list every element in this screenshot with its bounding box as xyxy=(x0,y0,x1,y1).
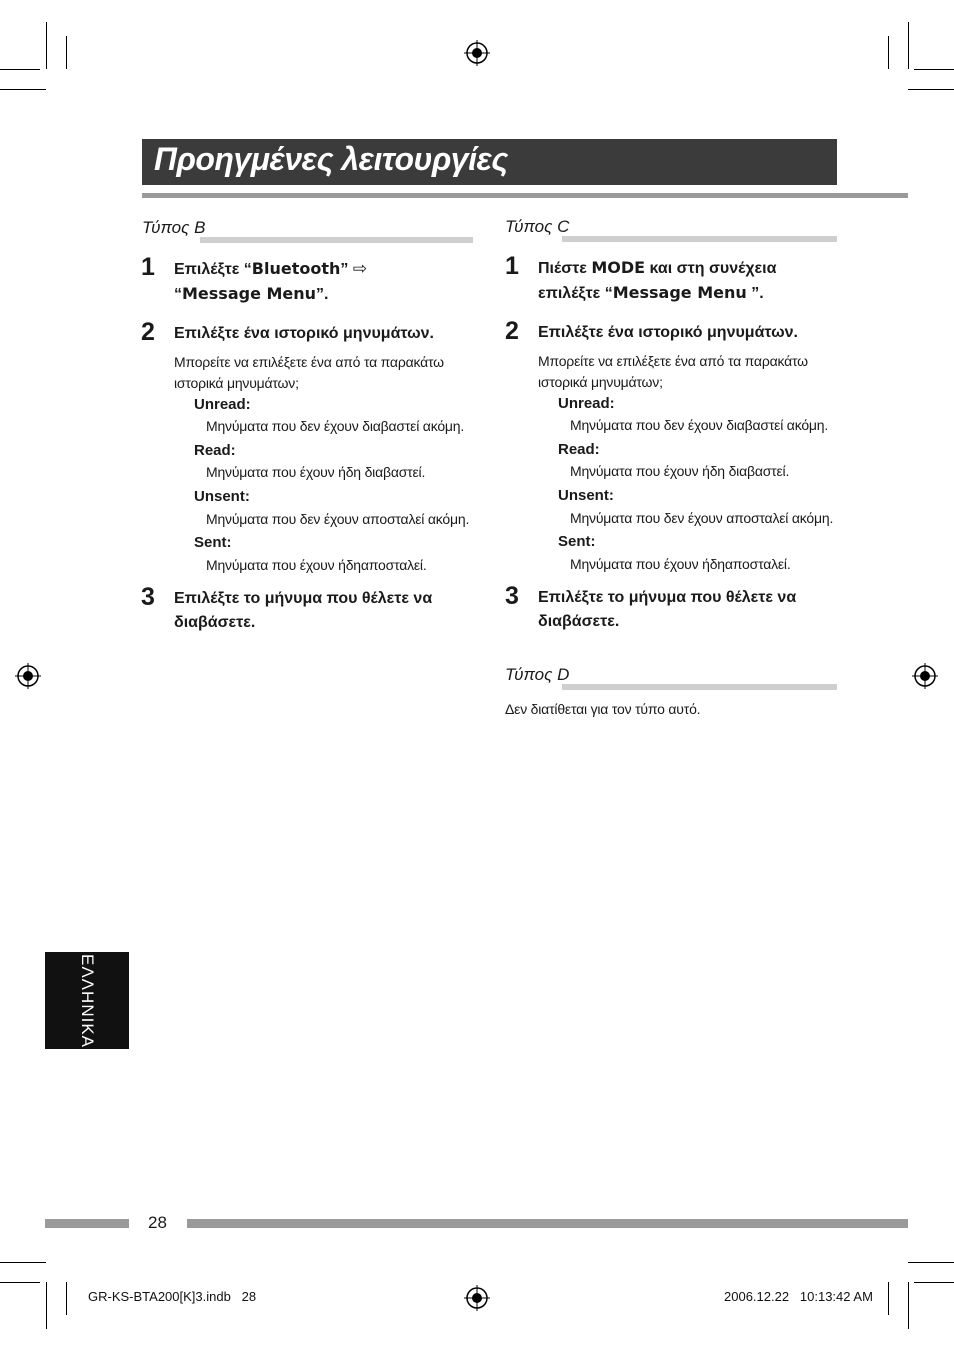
language-tab xyxy=(45,952,129,1049)
keyword-message-menu: Message Menu xyxy=(182,284,317,303)
desc-unsent: Μηνύματα που δεν έχουν αποσταλεί ακόμη. xyxy=(206,511,470,527)
section-heading: Τύπος C xyxy=(505,217,570,236)
arrow-right-icon: ⇨ xyxy=(352,259,368,278)
page-title-bar xyxy=(142,139,837,185)
type-d-text: Δεν διατίθεται για τον τύπο αυτό. xyxy=(505,701,701,717)
registration-mark-icon xyxy=(464,40,490,66)
step-number: 2 xyxy=(141,318,155,346)
desc-unsent: Μηνύματα που δεν έχουν αποσταλεί ακόμη. xyxy=(570,510,834,526)
footer-bar xyxy=(187,1219,908,1228)
step-2-text: Επιλέξτε ένα ιστορικό μηνυμάτων. xyxy=(174,325,434,342)
print-date-info: 2006.12.22 10:13:42 AM xyxy=(724,1289,873,1304)
term-sent: Sent: xyxy=(558,533,596,550)
step-2-text: Επιλέξτε ένα ιστορικό μηνυμάτων. xyxy=(538,324,798,341)
step-number: 3 xyxy=(505,582,519,610)
print-file-info: GR-KS-BTA200[K]3.indb 28 xyxy=(88,1289,257,1304)
desc-sent: Μηνύματα που έχουν ήδηαποσταλεί. xyxy=(206,557,427,573)
keyword-bluetooth: Bluetooth xyxy=(251,259,341,278)
registration-mark-icon xyxy=(912,663,938,689)
desc-unread: Μηνύματα που δεν έχουν διαβαστεί ακόμη. xyxy=(570,417,829,433)
term-read: Read: xyxy=(194,442,236,459)
desc-unread: Μηνύματα που δεν έχουν διαβαστεί ακόμη. xyxy=(206,418,465,434)
desc-read: Μηνύματα που έχουν ήδη διαβαστεί. xyxy=(206,464,426,480)
section-rule xyxy=(200,237,473,243)
term-unsent: Unsent: xyxy=(194,488,250,505)
term-sent: Sent: xyxy=(194,534,232,551)
keyword-message-menu: Message Menu xyxy=(612,283,747,302)
desc-sent: Μηνύματα που έχουν ήδηαποσταλεί. xyxy=(570,556,791,572)
section-heading: Τύπος D xyxy=(505,665,570,684)
term-unread: Unread: xyxy=(558,395,615,412)
step-1-text: Πιέστε MODE και στη συνέχεια επιλέξτε “Message Menu ”. xyxy=(538,258,777,302)
section-rule xyxy=(562,684,837,690)
section-heading: Τύπος B xyxy=(142,218,206,237)
term-unsent: Unsent: xyxy=(558,487,614,504)
term-read: Read: xyxy=(558,441,600,458)
term-unread: Unread: xyxy=(194,396,251,413)
step-1-text: Επιλέξτε “Bluetooth” ⇨ “Message Menu”. xyxy=(174,259,368,303)
keyword-mode: MODE xyxy=(591,258,646,277)
section-rule xyxy=(562,236,837,242)
title-rule xyxy=(142,193,908,198)
step-3-text: Επιλέξτε το μήνυμα που θέλετε να διαβάσετε. xyxy=(174,590,433,631)
intro-text: Μπορείτε να επιλέξετε ένα από τα παρακάτω ιστορικά μηνυμάτων; xyxy=(538,353,808,390)
step-number: 2 xyxy=(505,317,519,345)
step-3-text: Επιλέξτε το μήνυμα που θέλετε να διαβάσετε. xyxy=(538,589,797,630)
step-number: 1 xyxy=(505,252,519,280)
page-number: 28 xyxy=(148,1213,167,1232)
registration-mark-icon xyxy=(15,663,41,689)
footer-bar xyxy=(45,1219,129,1228)
step-number: 3 xyxy=(141,583,155,611)
intro-text: Μπορείτε να επιλέξετε ένα από τα παρακάτω ιστορικά μηνυμάτων; xyxy=(174,354,444,391)
registration-mark-icon xyxy=(464,1285,490,1311)
step-number: 1 xyxy=(141,253,155,281)
language-tab-label: ΕΛΛΗΝΙΚΑ xyxy=(78,953,97,1048)
desc-read: Μηνύματα που έχουν ήδη διαβαστεί. xyxy=(570,463,790,479)
page-title: Προηγμένες λειτουργίες xyxy=(154,141,508,177)
